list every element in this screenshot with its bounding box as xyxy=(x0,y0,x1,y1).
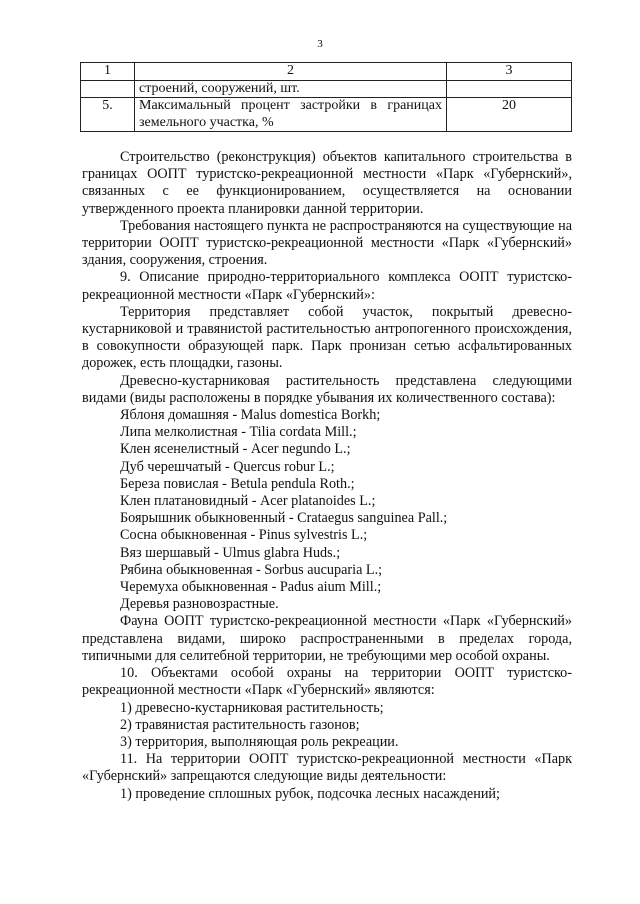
paragraph-construction: Строительство (реконструкция) объектов капитального строительства в границах ООПТ туристско-рекреационной местности «Парк «Губернский», связанных с ее функционированием, осуществляется на основании утвержденного проекта планировки данной территории. xyxy=(82,149,572,217)
parameters-table xyxy=(80,62,572,132)
prohibited-item: 1) проведение сплошных рубок, подсочка лесных насаждений; xyxy=(120,785,500,802)
protection-item: 2) травянистая растительность газонов; xyxy=(120,716,360,733)
table-header-cell: 2 xyxy=(135,63,447,81)
table-row xyxy=(81,80,572,98)
paragraph-requirements: Требования настоящего пункта не распространяются на существующие на территории ООПТ туристско-рекреационной местности «Парк «Губернский» здания, сооружения, строения. xyxy=(82,217,572,269)
table-header-cell: 3 xyxy=(447,63,572,81)
protection-item: 3) территория, выполняющая роль рекреации. xyxy=(120,733,399,750)
species-item: Черемуха обыкновенная - Padus aium Mill.; xyxy=(120,579,382,596)
table-header-row xyxy=(81,63,572,81)
protection-item: 1) древесно-кустарниковая растительность; xyxy=(120,699,384,716)
species-item: Клен ясенелистный - Acer negundo L.; xyxy=(120,441,351,458)
paragraph-fauna: Фауна ООПТ туристско-рекреационной местности «Парк «Губернский» представлена видами, широко распространенными в пределах города, типичными для селитебной территории, не требующими мер особой охраны. xyxy=(82,613,572,664)
table-cell-number: 5. xyxy=(81,98,135,132)
species-item: Боярышник обыкновенный - Crataegus sanguinea Pall.; xyxy=(120,510,448,527)
species-item: Сосна обыкновенная - Pinus sylvestris L.; xyxy=(120,527,368,544)
species-item: Дуб черешчатый - Quercus robur L.; xyxy=(120,458,335,475)
section-9-heading: 9. Описание природно-территориального комплекса ООПТ туристско-рекреационной местности «Парк «Губернский»: xyxy=(82,269,572,303)
table-cell-text: строений, сооружений, шт. xyxy=(135,80,447,98)
page-number: 3 xyxy=(317,38,323,50)
species-item: Береза повислая - Betula pendula Roth.; xyxy=(120,475,355,492)
table-row xyxy=(81,98,572,132)
document-body xyxy=(82,149,572,803)
table-cell-number xyxy=(81,80,135,98)
species-item: Клен платановидный - Acer platanoides L.; xyxy=(120,493,376,510)
table-cell-value xyxy=(447,80,572,98)
species-item: Рябина обыкновенная - Sorbus aucuparia L.; xyxy=(120,561,383,578)
paragraph-vegetation-intro: Древесно-кустарниковая растительность представлена следующими видами (виды расположены в порядке убывания их количественного состава): xyxy=(82,372,572,406)
species-item: Яблоня домашняя - Malus domestica Borkh; xyxy=(120,407,381,424)
table-header-cell: 1 xyxy=(81,63,135,81)
species-item: Липа мелколистная - Tilia cordata Mill.; xyxy=(120,424,357,441)
table-cell-text: Максимальный процент застройки в границах земельного участка, % xyxy=(135,98,447,132)
paragraph-territory: Территория представляет собой участок, покрытый древесно-кустарниковой и травянистой растительностью антропогенного происхождения, в совокупности образующей парк. Парк пронизан сетью асфальтированных дорожек, есть площадки, газоны. xyxy=(82,303,572,372)
species-item: Вяз шершавый - Ulmus glabra Huds.; xyxy=(120,544,341,561)
species-item: Деревья разновозрастные. xyxy=(120,596,279,613)
table-cell-value: 20 xyxy=(447,98,572,132)
section-11-heading: 11. На территории ООПТ туристско-рекреационной местности «Парк «Губернский» запрещаются следующие виды деятельности: xyxy=(82,751,572,785)
section-10-heading: 10. Объектами особой охраны на территории ООПТ туристско-рекреационной местности «Парк «Губернский» являются: xyxy=(82,665,572,699)
